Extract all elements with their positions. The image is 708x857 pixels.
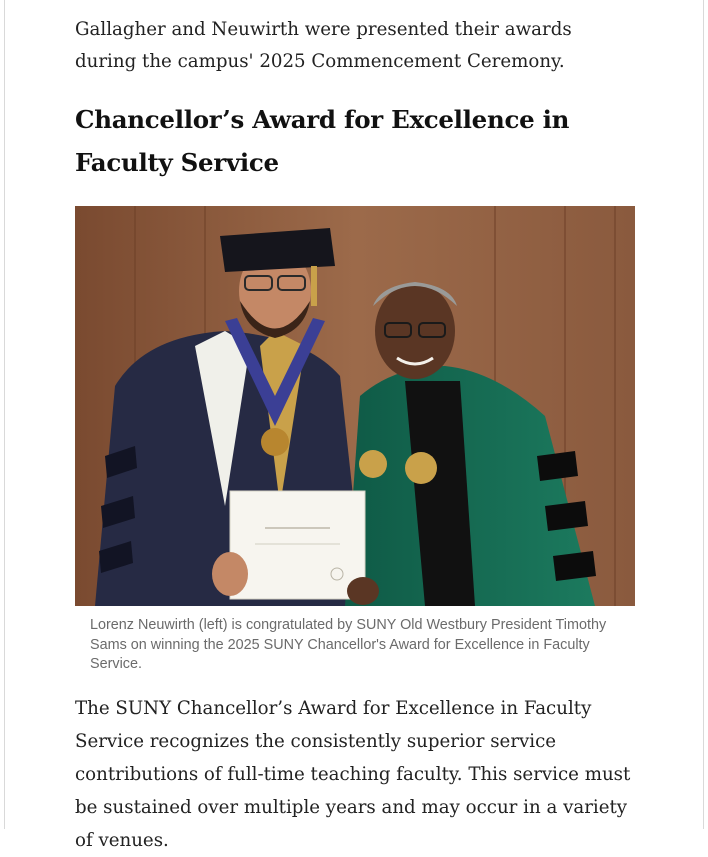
photo-caption: Lorenz Neuwirth (left) is congratulated by SUNY Old Westbury President Timothy Sams on winning the 2025 SUNY Chancellor's Award for Excellence in Faculty Service. xyxy=(90,617,607,672)
section-heading: Chancellor’s Award for Excellence in Faculty Service xyxy=(75,105,570,177)
award-photo xyxy=(75,206,635,606)
intro-paragraph: Gallagher and Neuwirth were presented their awards during the campus' 2025 Commencement Ceremony. xyxy=(75,19,572,72)
award-photo-illustration xyxy=(75,206,635,606)
body-paragraph: The SUNY Chancellor’s Award for Excellence in Faculty Service recognizes the consistently superior service contributions of full-time teaching faculty. This service must be sustained over multiple years and may occur in a variety of venues. xyxy=(75,698,631,851)
